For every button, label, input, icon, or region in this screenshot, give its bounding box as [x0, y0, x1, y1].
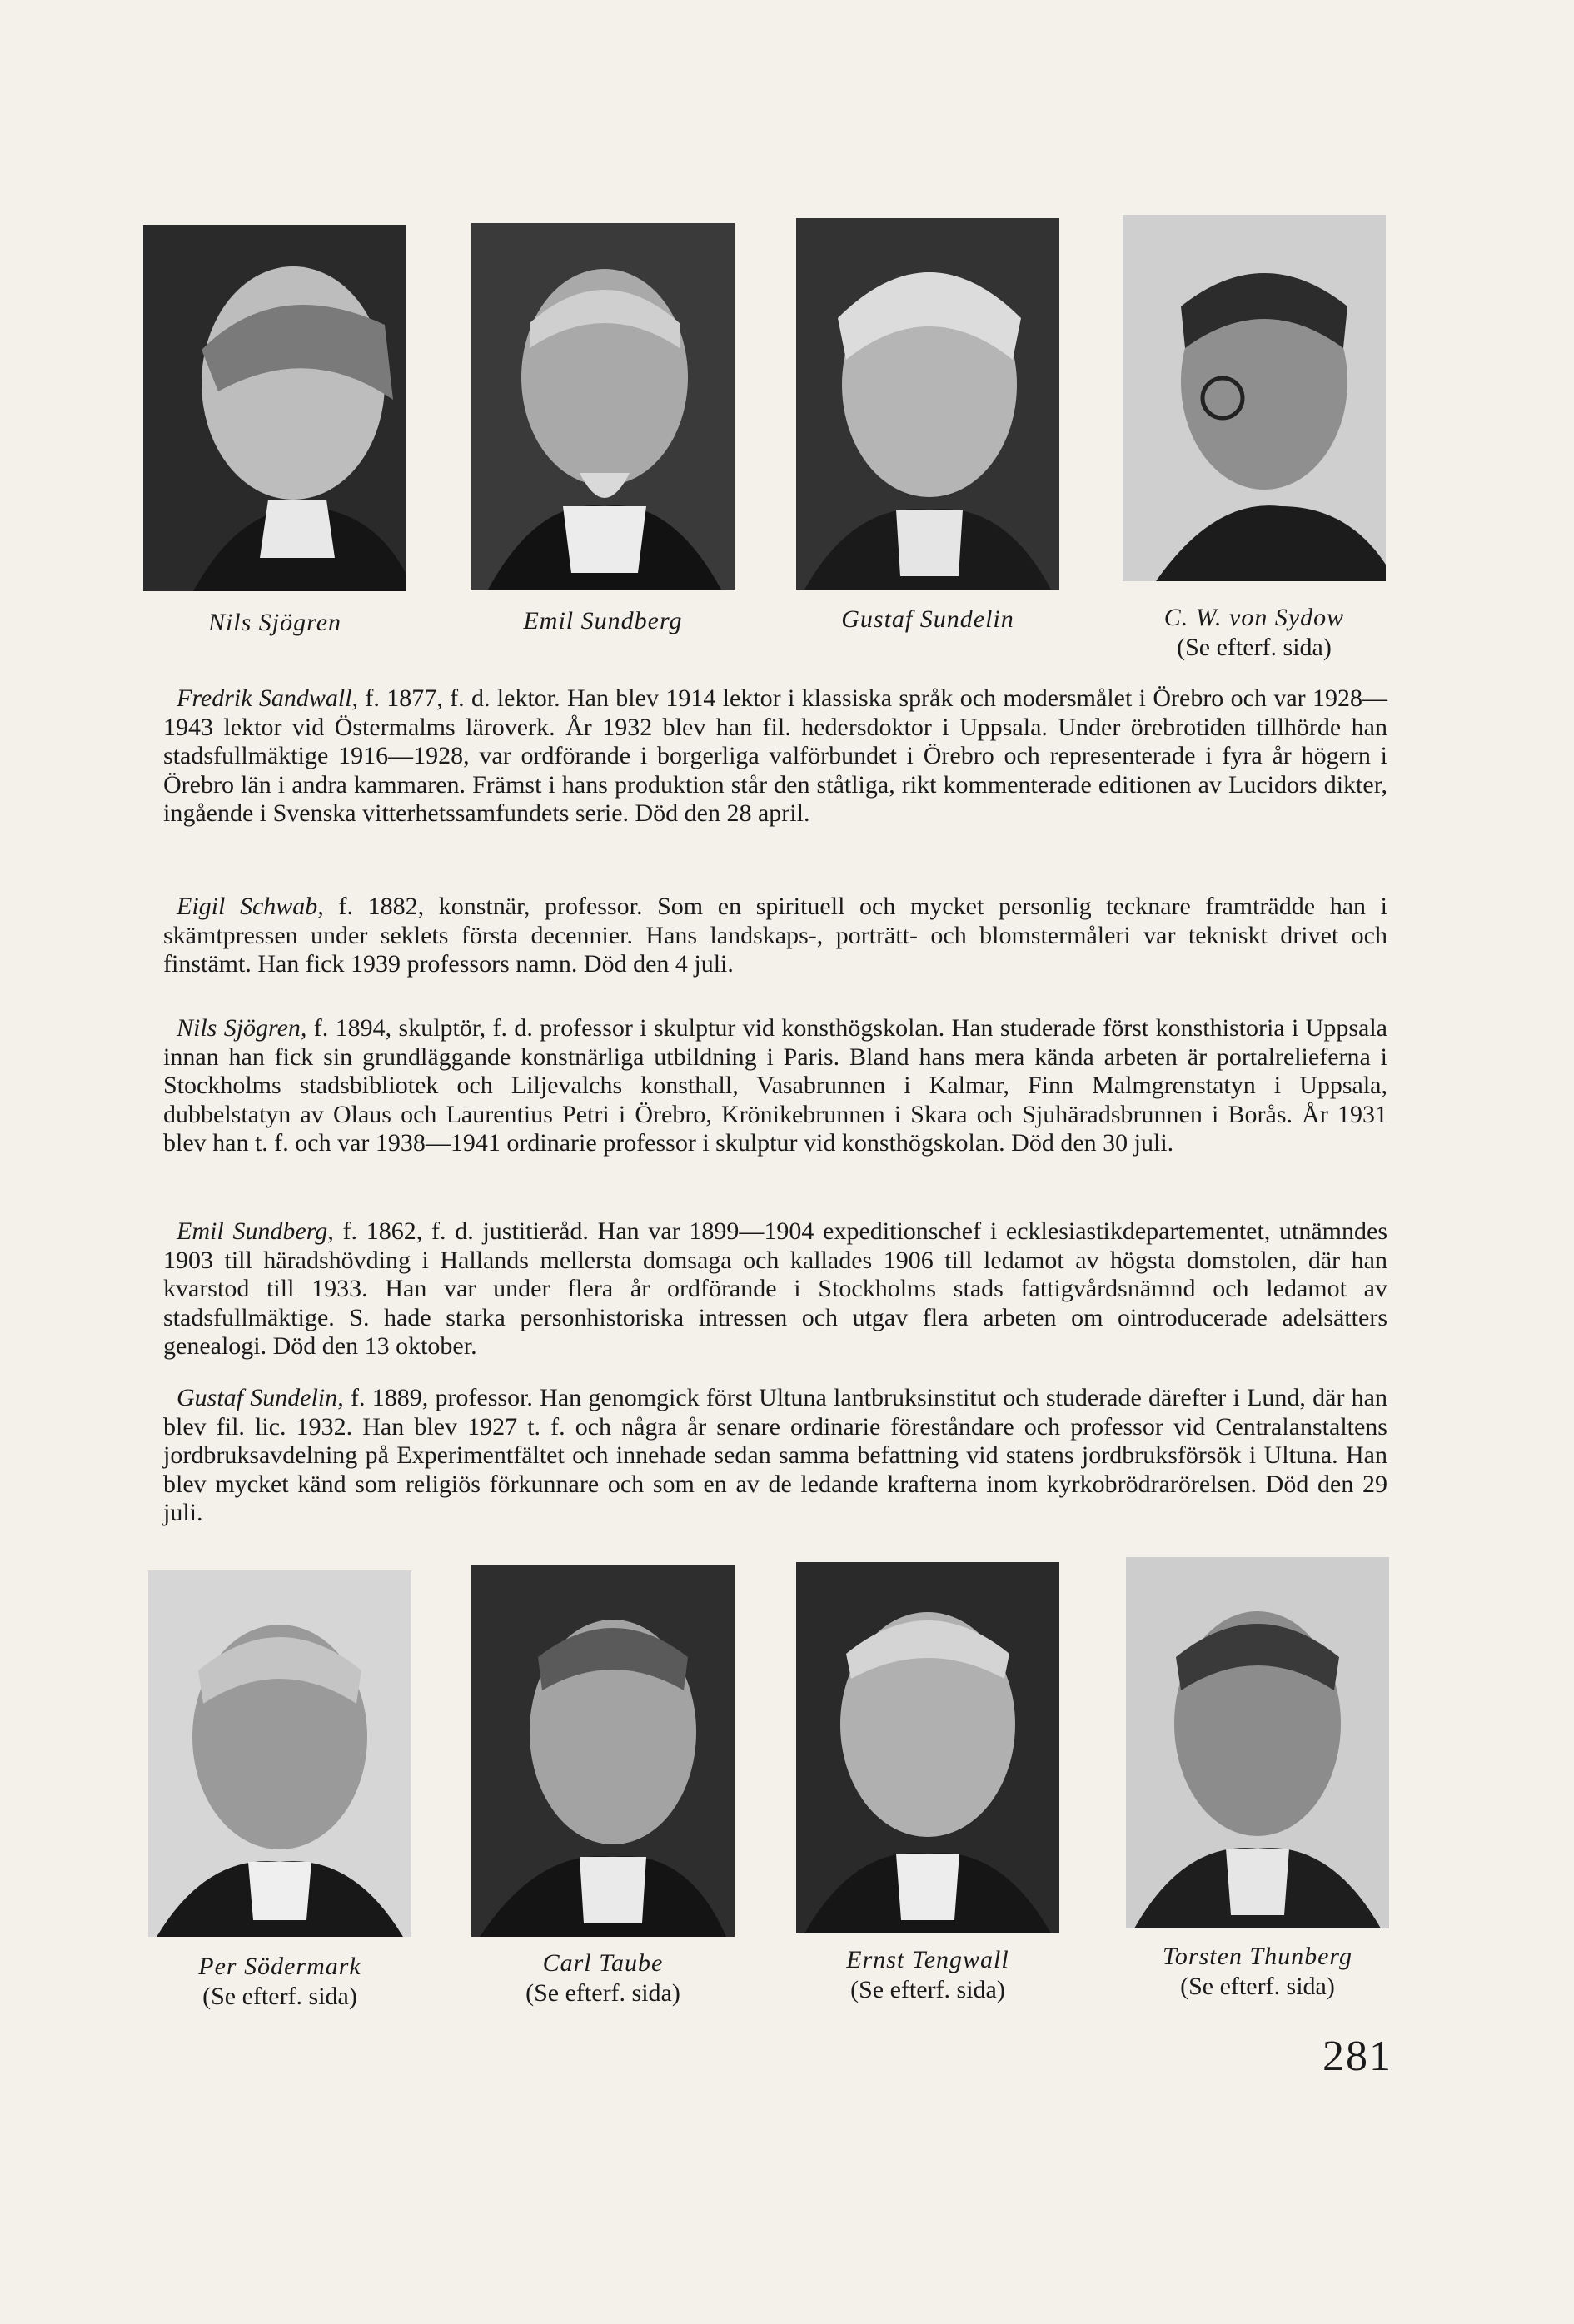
bio-1: [163, 684, 1387, 829]
portrait-name: Per Södermark: [198, 1953, 361, 1980]
portrait-name: Emil Sundberg: [523, 607, 683, 634]
bio-name: Emil Sundberg,: [177, 1217, 334, 1245]
portrait-name: Torsten Thunberg: [1163, 1943, 1352, 1970]
portrait-photo-2: [471, 223, 735, 590]
portrait-name: Ernst Tengwall: [846, 1946, 1009, 1973]
portrait-photo-1: [143, 225, 406, 591]
caption-5: [148, 1952, 411, 2012]
caption-7: [796, 1945, 1059, 2005]
bio-text: f. 1882, konstnär, professor. Som en spirituell och mycket personlig tecknare framträdde han i skämtpressen under seklets första decennier. Hans landskaps-, porträtt- och blomstermåleri var tekniskt drivet och finstämt. Han fick 1939 professors namn. Död den 4 juli.: [163, 893, 1388, 978]
caption-4: [1123, 603, 1386, 663]
portrait-note: (Se efterf. sida): [202, 1983, 357, 2010]
caption-1: [143, 608, 406, 638]
bio-2: [163, 893, 1387, 979]
caption-8: [1126, 1942, 1389, 2002]
caption-2: [471, 606, 735, 636]
portrait-photo-4: [1123, 215, 1386, 581]
portrait-photo-7: [796, 1562, 1059, 1933]
bio-3: [163, 1014, 1387, 1158]
portrait-note: (Se efterf. sida): [1180, 1973, 1335, 2000]
portrait-note: (Se efterf. sida): [525, 1979, 680, 2007]
bio-4: [163, 1217, 1387, 1361]
portrait-name: Carl Taube: [542, 1949, 664, 1977]
bio-5: [163, 1384, 1387, 1528]
portrait-name: Gustaf Sundelin: [841, 605, 1014, 633]
portrait-note: (Se efterf. sida): [850, 1976, 1005, 2003]
portrait-name: Nils Sjögren: [207, 609, 342, 636]
portrait-photo-5: [148, 1570, 411, 1937]
caption-6: [471, 1948, 735, 2008]
bio-name: Nils Sjögren,: [177, 1014, 307, 1042]
bio-text: f. 1877, f. d. lektor. Han blev 1914 lektor i klassiska språk och modersmålet i Örebro och var 1928—1943 lektor vid Östermalms läroverk. År 1932 blev han fil. hedersdoktor i Uppsala. Under örebrotiden tillhörde han stadsfullmäktige 1916—1928, var ordförande i borgerliga valförbundet i Örebro och representerade i fyra år högern i Örebro län i andra kammaren. Främst i hans produktion står den ståtliga, rikt kommenterade editionen av Lucidors dikter, ingående i Svenska vitterhetssamfundets serie. Död den 28 april.: [163, 684, 1387, 827]
portrait-note: (Se efterf. sida): [1177, 634, 1332, 661]
portrait-name: C. W. von Sydow: [1163, 604, 1345, 631]
bio-name: Eigil Schwab,: [177, 893, 324, 920]
portrait-photo-6: [471, 1565, 735, 1937]
caption-3: [796, 605, 1059, 634]
bio-text: f. 1894, skulptör, f. d. professor i skulptur vid konsthögskolan. Han studerade först konsthistoria i Uppsala innan han fick sin grundläggande konstnärliga utbildning i Paris. Bland hans mera kända arbeten är portalrelieferna i Stockholms stadsbibliotek och Liljevalchs konsthall, Vasabrunnen i Kalmar, Finn Malmgrenstatyn i Uppsala, dubbelstatyn av Olaus och Laurentius Petri i Örebro, Krönikebrunnen i Skara och Sjuhäradsbrunnen i Borås. År 1931 blev han t. f. och var 1938—1941 ordinarie professor i skulptur vid konsthögskolan. Död den 30 juli.: [163, 1014, 1387, 1157]
bio-name: Gustaf Sundelin,: [177, 1384, 344, 1411]
portrait-photo-3: [796, 218, 1059, 590]
bio-name: Fredrik Sandwall,: [177, 684, 359, 712]
bio-text: f. 1862, f. d. justitieråd. Han var 1899—1904 expeditionschef i ecklesiastikdepartementet, utnämndes 1903 till häradshövding i Hallands mellersta domsaga och kallades 1906 till ledamot av högsta domstolen, där han kvarstod till 1933. Han var under flera år ordförande i Stockholms stads fattigvårdsnämnd och ledamot av stadsfullmäktige. S. hade starka personhistoriska intressen och utgav flera arbeten om ointroducerade adelsätters genealogi. Död den 13 oktober.: [163, 1217, 1387, 1360]
bio-text: f. 1889, professor. Han genomgick först Ultuna lantbruksinstitut och studerade därefter i Lund, där han blev fil. lic. 1932. Han blev 1927 t. f. och några år senare ordinarie föreståndare och professor vid Centralanstaltens jordbruksavdelning på Experimentfältet och innehade sedan samma befattning vid statens jordbruksförsök i Ultuna. Han blev mycket känd som religiös förkunnare och som en av de ledande krafterna inom kyrkobrödrarörelsen. Död den 29 juli.: [163, 1384, 1387, 1526]
portrait-photo-8: [1126, 1557, 1389, 1928]
page-number: 281: [1322, 2033, 1392, 2080]
